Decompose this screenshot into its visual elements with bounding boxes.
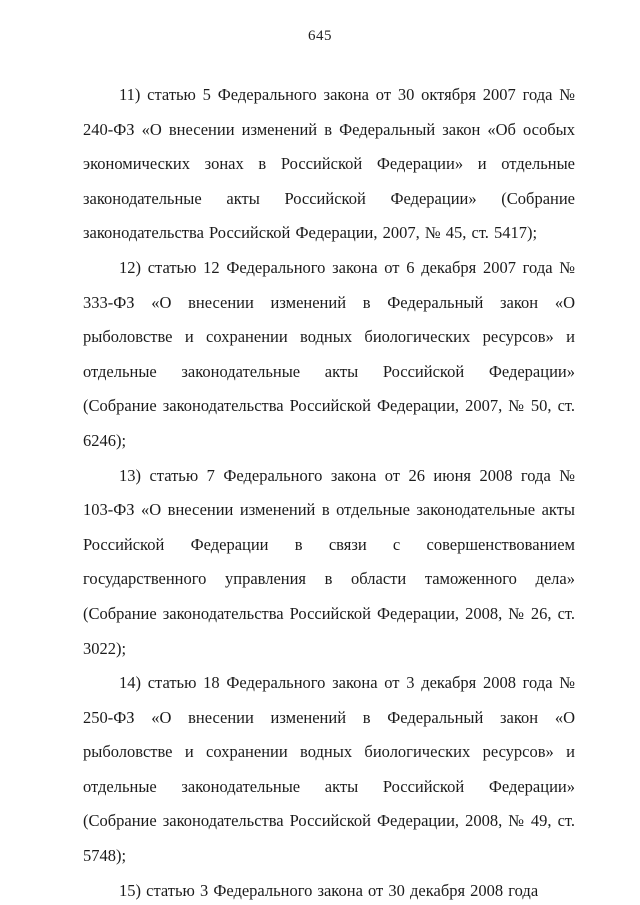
paragraph-item-12: 12) статью 12 Федерального закона от 6 декабря 2007 года № 333-ФЗ «О внесении изменений в Федеральный закон «О рыболовстве и сохранении водных биологических ресурсов» и отдельные законодательные акты Российской Федерации» (Собрание законодательства Российской Федерации, 2007, № 50, ст. 6246);: [83, 257, 575, 450]
paragraph-item-13: 13) статью 7 Федерального закона от 26 июня 2008 года № 103-ФЗ «О внесении изменений в отдельные законодательные акты Российской Федерации в связи с совершенствованием государственного управления в области таможенного дела» (Собрание законодательства Российской Федерации, 2008, № 26, ст. 3022);: [83, 465, 575, 658]
paragraph-item-15: 15) статью 3 Федерального закона от 30 декабря 2008 года: [119, 880, 539, 900]
paragraph-item-11: 11) статью 5 Федерального закона от 30 октября 2007 года № 240-ФЗ «О внесении изменений в Федеральный закон «Об особых экономических зонах в Российской Федерации» и отдельные законодательные акты Российской Федерации» (Собрание законодательства Российской Федерации, 2007, № 45, ст. 5417);: [83, 85, 575, 243]
paragraph-item-14: 14) статью 18 Федерального закона от 3 декабря 2008 года № 250-ФЗ «О внесении изменений в Федеральный закон «О рыболовстве и сохранении водных биологических ресурсов» и отдельные законодательные акты Российской Федерации» (Собрание законодательства Российской Федерации, 2008, № 49, ст. 5748);: [83, 673, 575, 866]
page-content: [83, 78, 575, 905]
page-number: 645: [308, 28, 332, 44]
